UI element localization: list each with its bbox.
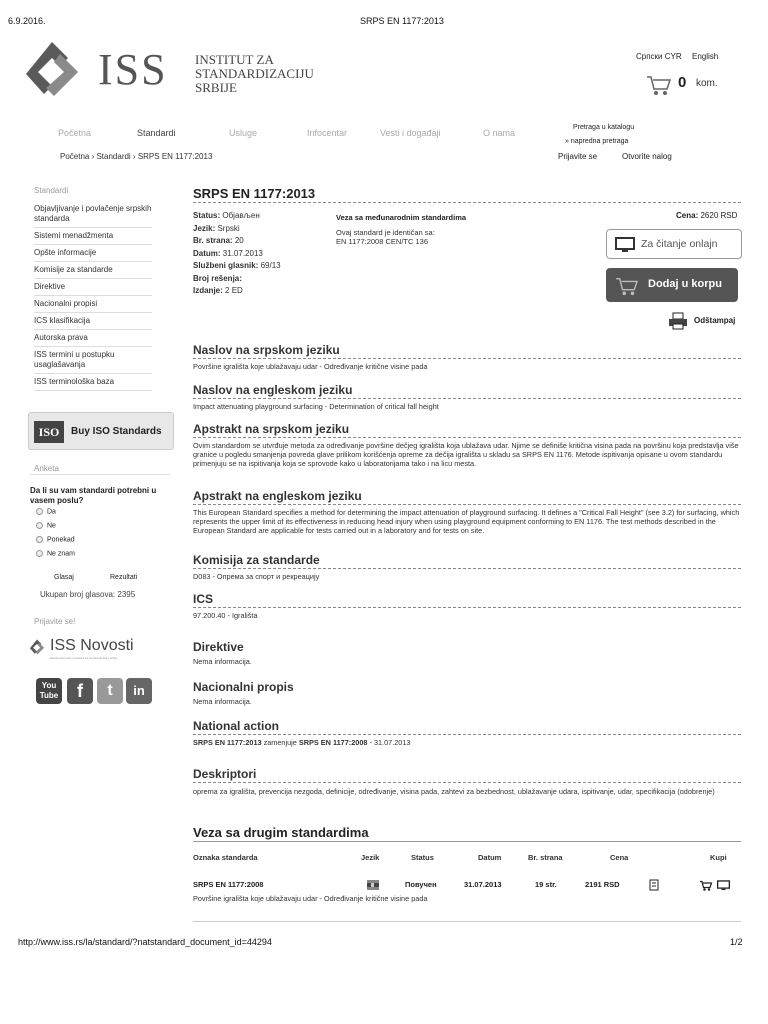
subscribe-heading: Prijavite se!	[34, 617, 76, 626]
catalog-search-link[interactable]: Pretraga u katalogu	[573, 124, 635, 131]
row-status: Повучен	[405, 880, 437, 889]
poll-heading: Anketa	[34, 464, 59, 473]
section-body: D083 - Опрема за спорт и рекреацију	[193, 572, 320, 581]
section-abstract-sr	[193, 422, 741, 468]
section-abstract-en	[193, 489, 741, 535]
lang-cyr-link[interactable]: Српски CYR	[636, 52, 682, 61]
institute-name	[195, 53, 314, 95]
register-link[interactable]: Otvorite nalog	[622, 152, 672, 161]
section-body: Nema informacija.	[193, 697, 252, 706]
vote-button[interactable]: Glasaj	[54, 574, 74, 581]
meta-language	[193, 223, 281, 236]
section-title-sr	[193, 343, 741, 371]
col-strana: Br. strana	[528, 853, 563, 862]
cart-count: 0	[678, 74, 687, 91]
nav-o-nama	[483, 123, 515, 141]
meta-label: Izdanje:	[193, 286, 223, 295]
intl-title: Veza sa međunarodnim standardima	[336, 213, 467, 222]
meta-decision	[193, 273, 281, 286]
nav-link-infocentar[interactable]: Infocentar	[307, 128, 348, 138]
section-heading: Naslov na srpskom jeziku	[193, 343, 340, 357]
standard-metadata	[193, 210, 281, 298]
meta-edition	[193, 285, 281, 298]
sidebar-item-opste[interactable]: Opšte informacije	[34, 245, 152, 262]
national-action-verb: zamenjuje	[263, 738, 297, 747]
row-date: 31.07.2013	[464, 880, 502, 889]
nav-infocentar	[307, 123, 347, 141]
print-title: SRPS EN 1177:2013	[360, 16, 444, 26]
section-descriptors	[193, 767, 741, 796]
nav-link-standardi[interactable]: Standardi	[137, 128, 176, 138]
radio-icon	[36, 536, 43, 543]
nav-pocetna	[58, 123, 91, 141]
sidebar-item-autorska[interactable]: Autorska prava	[34, 330, 152, 347]
results-link[interactable]: Rezultati	[110, 574, 138, 581]
row-price: 2191 RSD	[585, 880, 620, 889]
section-body: 97.200.40 - Igrališta	[193, 611, 258, 620]
meta-value: 31.07.2013	[222, 248, 263, 258]
read-online-button[interactable]	[606, 229, 742, 259]
radio-icon	[36, 508, 43, 515]
lang-en-link[interactable]: English	[692, 52, 719, 61]
add-to-cart-button[interactable]	[606, 268, 738, 302]
national-action-std-a[interactable]: SRPS EN 1177:2013	[193, 738, 262, 747]
linkedin-icon[interactable]: in	[126, 678, 152, 704]
youtube-icon-top: You	[41, 681, 57, 690]
sidebar-item-nacionalni[interactable]: Nacionalni propisi	[34, 296, 152, 313]
section-national-regulation	[193, 680, 741, 706]
section-heading: Naslov na engleskom jeziku	[193, 383, 353, 397]
sidebar	[34, 186, 152, 391]
printer-icon	[668, 312, 688, 330]
intl-ref: EN 1177:2008 CEN/TC 136	[336, 237, 428, 246]
poll-option-ponekad[interactable]	[36, 536, 75, 543]
col-status: Status	[411, 853, 434, 862]
read-online-label: Za čitanje onlajn	[641, 238, 718, 250]
poll-option-label: Da	[47, 508, 56, 516]
cart-icon[interactable]	[699, 880, 713, 891]
buy-iso-button[interactable]	[28, 412, 174, 450]
print-date: 6.9.2016.	[8, 16, 46, 26]
iss-novosti-link[interactable]	[28, 636, 178, 664]
print-label: Odštampaj	[694, 316, 736, 325]
cart-unit: kom.	[696, 78, 718, 89]
section-heading: Direktive	[193, 640, 244, 654]
print-button[interactable]	[668, 312, 736, 335]
language-flag-icon	[367, 880, 379, 890]
related-title: Veza sa drugim standardima	[193, 825, 369, 840]
institute-line-2: STANDARDIZACIJU	[195, 66, 314, 81]
sidebar-item-terminoloska[interactable]: ISS terminološka baza	[34, 374, 152, 391]
youtube-icon[interactable]	[36, 678, 62, 704]
section-heading: Apstrakt na engleskom jeziku	[193, 489, 362, 503]
poll-option-label: Ne	[47, 522, 56, 530]
intl-text: Ovaj standard je identičan sa:	[336, 228, 435, 237]
nav-vesti	[380, 123, 441, 141]
meta-pages	[193, 235, 281, 248]
nav-standardi	[137, 123, 176, 141]
monitor-icon[interactable]	[717, 880, 730, 891]
col-cena: Cena	[610, 853, 629, 862]
sidebar-heading: Standardi	[34, 186, 69, 195]
sidebar-item-termini[interactable]: ISS termini u postupku usaglašavanja	[34, 347, 152, 374]
section-heading: ICS	[193, 592, 214, 606]
section-heading: Apstrakt na srpskom jeziku	[193, 422, 350, 436]
meta-value: 20	[234, 236, 244, 245]
facebook-icon[interactable]: f	[67, 678, 93, 704]
meta-label: Status:	[193, 211, 221, 220]
poll-option-ne[interactable]	[36, 522, 56, 529]
page-title: SRPS EN 1177:2013	[193, 186, 316, 201]
section-heading: Nacionalni propis	[193, 680, 294, 694]
add-to-cart-label: Dodaj u korpu	[648, 278, 722, 290]
iss-novosti-logo-icon	[28, 639, 46, 657]
meta-gazette	[193, 260, 281, 273]
poll-option-ne-znam[interactable]	[36, 550, 75, 557]
section-heading: Deskriptori	[193, 767, 257, 781]
section-heading: National action	[193, 719, 280, 733]
institute-line-1: INSTITUT ZA	[195, 52, 274, 67]
section-title-en	[193, 383, 741, 411]
login-link[interactable]: Prijavite se	[558, 152, 598, 161]
iss-logo[interactable]	[24, 40, 194, 106]
row-pages: 19 str.	[535, 880, 557, 889]
poll-question: Da li su vam standardi potrebni u vasem poslu?	[30, 486, 157, 505]
price-value: 2620 RSD	[700, 211, 738, 220]
section-body: Površine igrališta koje ublažavaju udar - Određivanje kritične visine pada	[193, 362, 428, 371]
poll-option-label: Ne znam	[47, 550, 76, 558]
meta-value: Објављен	[222, 211, 260, 220]
section-body: This European Standard specifies a method for determining the impact attenuation of playground surfacing. It defines a "Critical Fall Height" (see 3.2) for surfacing, which represents the upper limit of its effectiveness in reducing head injury when using playground equipment conforming to EN 1176. The test methods described in the European Standard are applicable for tests carried out in a laboratory and for tests on site.	[193, 508, 740, 536]
national-action-date: - 31.07.2013	[369, 738, 411, 747]
meta-label: Broj rešenja:	[193, 273, 242, 283]
iss-logo-mark-icon	[24, 40, 80, 106]
meta-value: 69/13	[260, 261, 281, 270]
national-action-std-b[interactable]: SRPS EN 1177:2008	[298, 738, 368, 747]
buy-iso-label: Buy ISO Standards	[71, 426, 162, 437]
meta-label: Br. strana:	[193, 236, 233, 245]
cart-icon	[614, 276, 640, 296]
nav-link-pocetna[interactable]: Početna	[58, 128, 92, 138]
advanced-search-link[interactable]: » napredna pretraga	[565, 138, 629, 145]
cart-widget[interactable]	[646, 74, 718, 101]
poll-option-label: Ponekad	[47, 536, 75, 544]
print-page-number: 1/2	[730, 937, 743, 947]
nav-link-usluge[interactable]: Usluge	[229, 128, 258, 138]
nav-link-vesti[interactable]: Vesti i događaji	[380, 128, 441, 138]
iso-logo: ISO	[34, 421, 64, 443]
section-committee	[193, 553, 741, 581]
sidebar-item-direktive[interactable]: Direktive	[34, 279, 152, 296]
radio-icon	[36, 522, 43, 529]
col-oznaka: Oznaka standarda	[193, 853, 258, 862]
youtube-icon-bottom: Tube	[39, 691, 59, 700]
nav-usluge	[229, 123, 257, 141]
section-body: Ovim standardom se utvrđuje metoda za određivanje površine dečjeg igrališta koja ublažava udar. Njime se definiše kritična visina pada na površinu koja predstavlja više granice u pogledu smanjenja povreda glave prilikom korišćenja opreme za dečija igrališta u skladu sa SRPS EN 1176. Metode ispitivanja opisane u ovom standardu primenjuju se na ispitivanja koja se sprovode kako u laboratorijama tako i na licu mesta.	[193, 441, 739, 469]
meta-label: Službeni glasnik:	[193, 261, 259, 270]
price	[676, 211, 737, 220]
poll-option-da[interactable]	[36, 508, 56, 515]
national-action-body	[193, 738, 741, 747]
meta-value: Srpski	[217, 223, 240, 233]
section-body: Impact attenuating playground surfacing - Determination of critical fall height	[193, 402, 439, 411]
col-jezik: Jezik	[361, 853, 380, 862]
total-votes: Ukupan broj glasova: 2395	[40, 590, 136, 599]
sidebar-item-sistemi[interactable]: Sistemi menadžmenta	[34, 228, 152, 245]
sidebar-item-objavljivanje[interactable]: Objavljivanje i povlačenje srpskih standarda	[34, 201, 152, 228]
col-kupi: Kupi	[710, 853, 727, 862]
meta-label: Jezik:	[193, 223, 216, 233]
cart-icon	[646, 74, 672, 96]
monitor-icon	[615, 237, 635, 253]
row-description: Površine igrališta koje ublažavaju udar - Određivanje kritične visine pada	[193, 894, 428, 903]
institute-line-3: SRBIJE	[195, 80, 237, 95]
meta-value: 2 ED	[225, 286, 243, 295]
iss-novosti-label: ISS Novosti	[50, 637, 134, 654]
meta-label: Datum:	[193, 248, 221, 258]
print-url: http://www.iss.rs/la/standard/?natstandard_document_id=44294	[18, 937, 272, 947]
section-ics	[193, 592, 741, 620]
iss-novosti-sub: Elektronski bilten Instituta za standardizaciju Srbije	[50, 656, 118, 660]
section-heading: Komisija za standarde	[193, 553, 320, 567]
section-body: oprema za igrališta, prevencija nezgoda, definicije, određivanje, visina pada, zahtevi za bezbednost, ublažavanje udara, ispitivanje, udar, specifikacija (odobrenje)	[193, 787, 715, 796]
sidebar-item-ics[interactable]: ICS klasifikacija	[34, 313, 152, 330]
nav-link-o-nama[interactable]: O nama	[483, 128, 516, 138]
price-label: Cena:	[676, 211, 699, 220]
section-body: Nema informacija.	[193, 657, 252, 666]
table-row	[193, 878, 741, 908]
radio-icon	[36, 550, 43, 557]
row-code[interactable]: SRPS EN 1177:2008	[193, 880, 264, 889]
meta-date	[193, 248, 281, 261]
twitter-icon[interactable]: t	[97, 678, 123, 704]
col-datum: Datum	[478, 853, 502, 862]
meta-status	[193, 210, 281, 223]
sidebar-item-komisije[interactable]: Komisije za standarde	[34, 262, 152, 279]
section-directives	[193, 640, 741, 666]
iss-logo-text: ISS	[98, 45, 168, 94]
document-icon[interactable]	[649, 879, 659, 891]
breadcrumb[interactable]: Početna › Standardi › SRPS EN 1177:2013	[60, 152, 213, 161]
section-national-action	[193, 719, 741, 747]
